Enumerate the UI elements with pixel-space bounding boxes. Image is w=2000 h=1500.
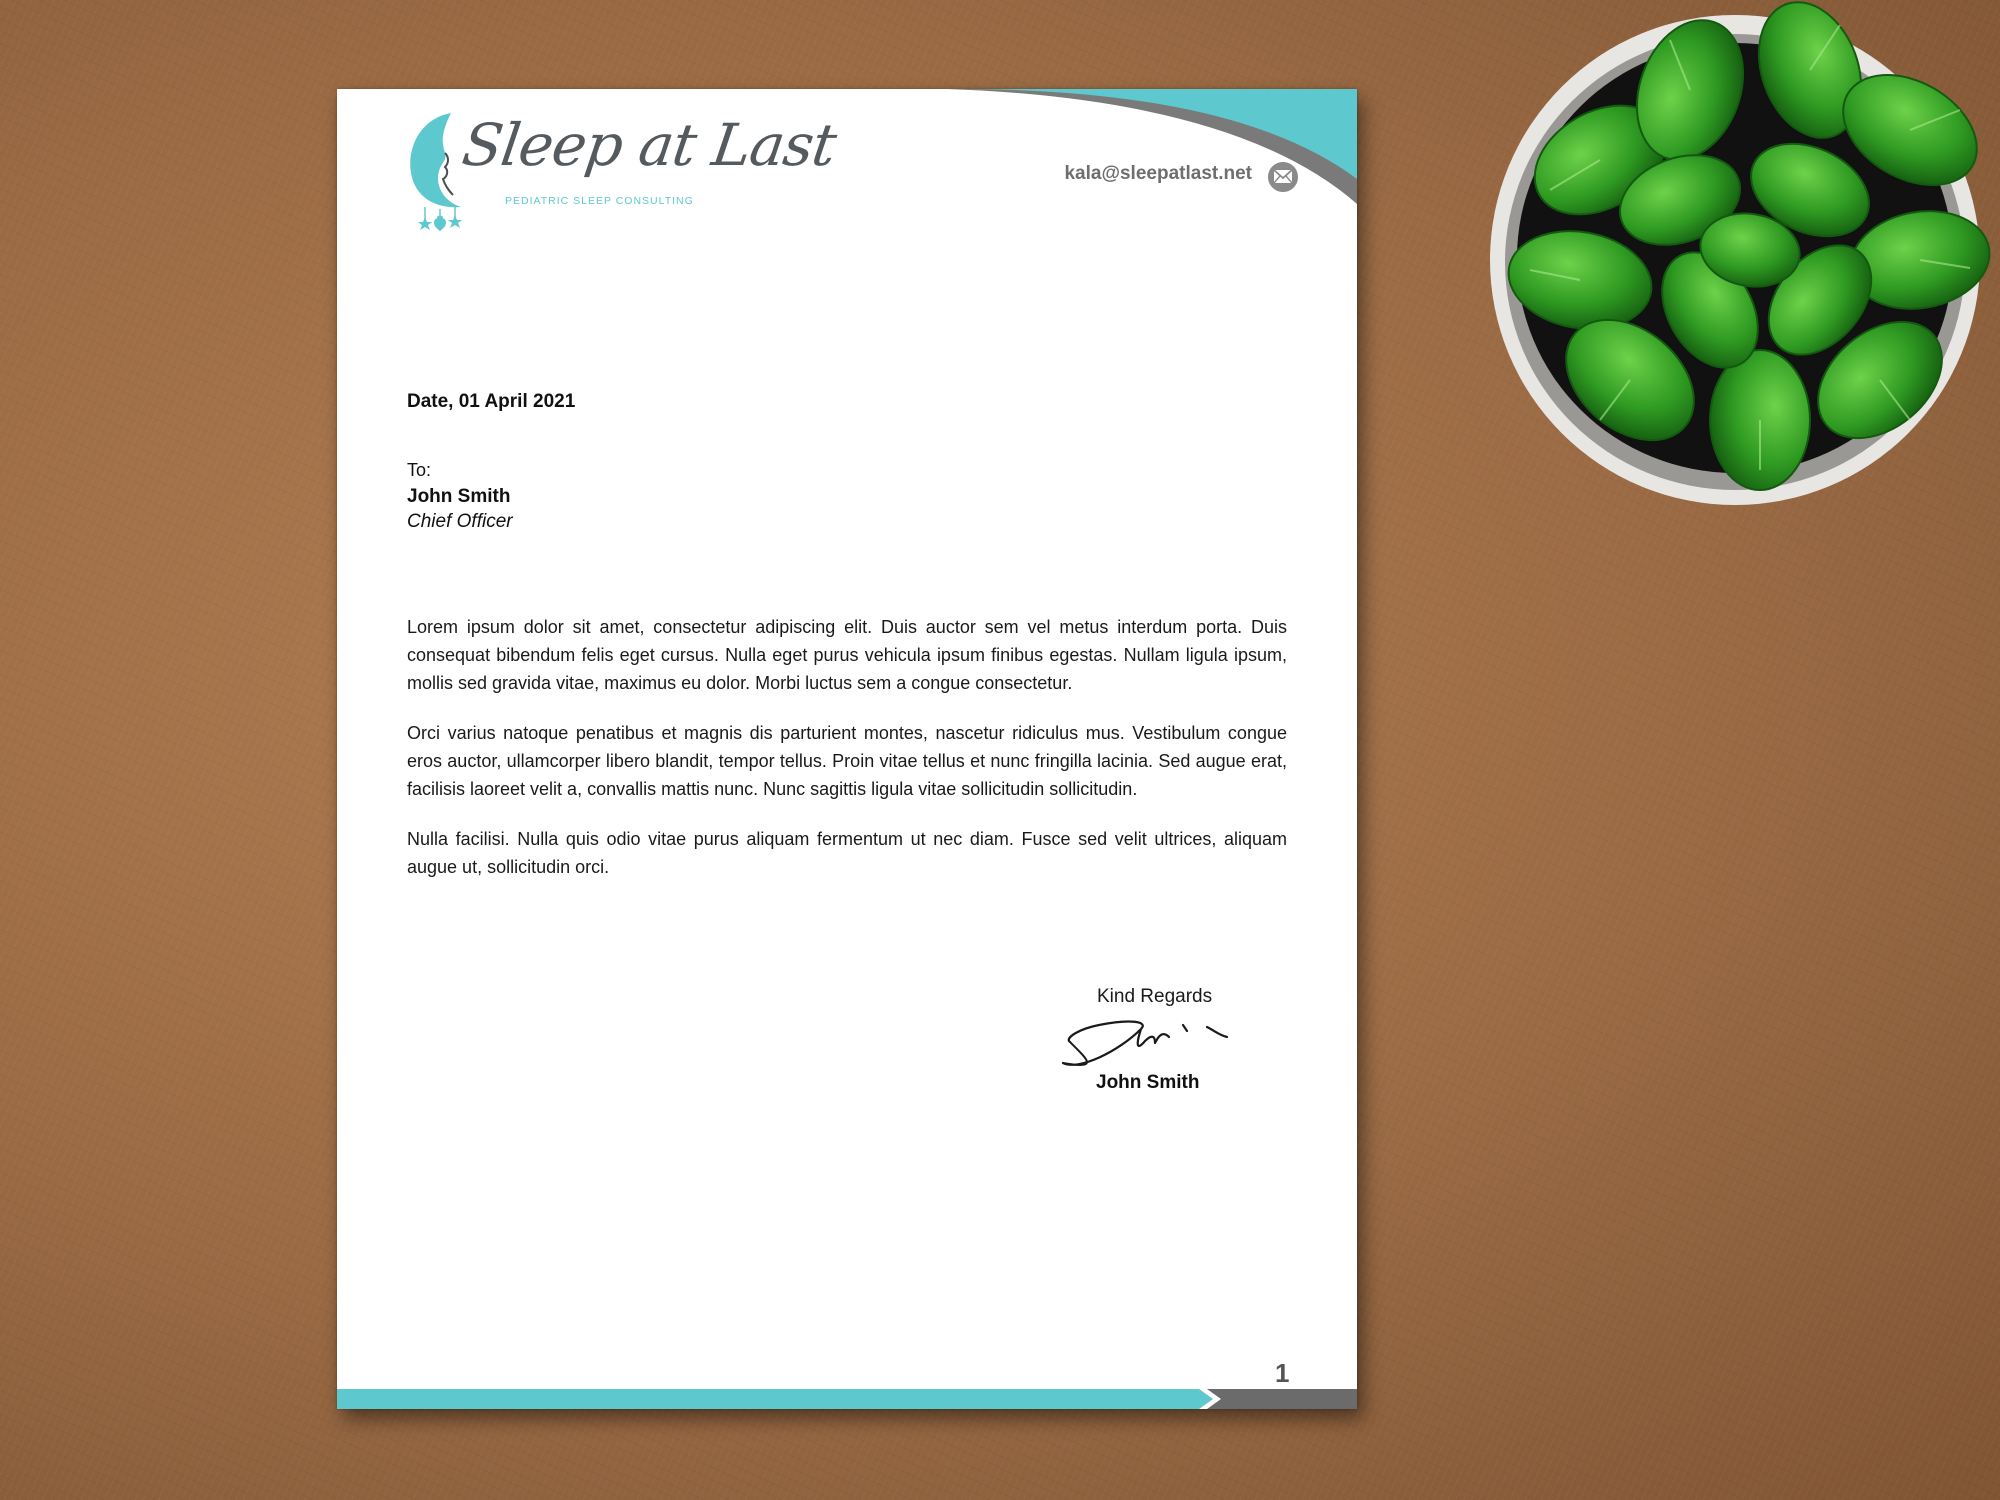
potted-plant-decoration	[1490, 0, 2000, 520]
handwritten-signature	[1059, 1011, 1239, 1073]
page-number: 1	[1275, 1358, 1290, 1388]
signer-name: John Smith	[1096, 1072, 1200, 1093]
body-paragraph: Nulla facilisi. Nulla quis odio vitae purus aliquam fermentum ut nec diam. Fusce sed velit ultrices, aliquam augue ut, sollicitudin orci.	[407, 829, 1287, 877]
letter-date: Date, 01 April 2021	[407, 391, 576, 412]
closing-text: Kind Regards	[1097, 986, 1213, 1007]
letter-body	[407, 613, 1287, 903]
body-paragraph: Orci varius natoque penatibus et magnis dis parturient montes, nascetur ridiculus mus. Vestibulum congue eros auctor, ullamcorper libero blandit, tempor tellus. Proin vitae tellus et nunc fringilla lacinia. Sed augue erat, facilisis laoreet velit a, convallis mattis nunc. Nunc sagittis ligula vitae sollicitudin sollicitudin.	[407, 723, 1287, 799]
envelope-icon	[1265, 159, 1301, 195]
recipient-name: John Smith	[407, 486, 511, 507]
letterhead-page	[337, 89, 1357, 1409]
recipient-title: Chief Officer	[407, 511, 513, 532]
logo-wordmark: Sleep at Last	[458, 111, 840, 179]
brand-logo	[405, 111, 840, 231]
to-label: To:	[407, 460, 432, 480]
body-paragraph: Lorem ipsum dolor sit amet, consectetur adipiscing elit. Duis auctor sem vel metus interdum porta. Duis consequat bibendum felis eget cursus. Nulla eget purus vehicula ipsum finibus egestas. Nullam ligula ipsum, mollis sed gravida vitae, maximus eu dolor. Morbi luctus sem a congue consectetur.	[407, 617, 1287, 693]
logo-tagline: PEDIATRIC SLEEP CONSULTING	[505, 195, 694, 207]
header-email[interactable]: kala@sleepatlast.net	[1064, 163, 1252, 184]
footer-bar-decoration	[337, 1389, 1357, 1409]
